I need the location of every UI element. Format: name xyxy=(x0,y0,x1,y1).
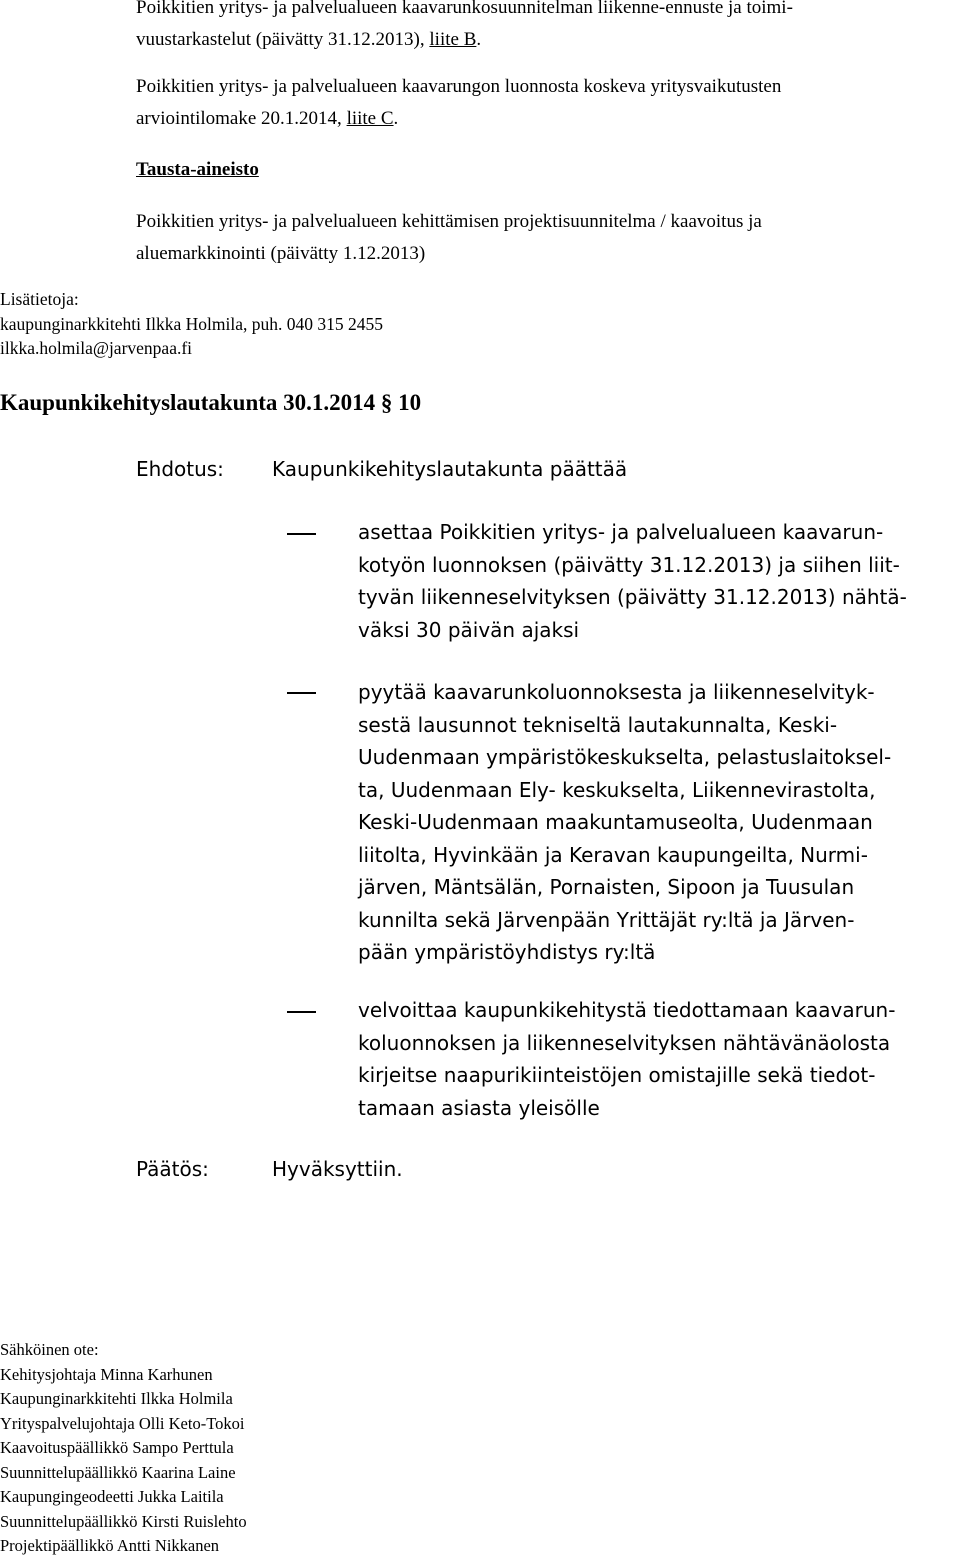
proposal-item-line: pyytää kaavarunkoluonnoksesta ja liikenneselvityk- xyxy=(358,680,875,704)
list-dash xyxy=(287,692,316,694)
proposal-item xyxy=(358,676,891,969)
liite-c-link[interactable]: liite C xyxy=(346,108,394,129)
reference-liite-c-text: arviointilomake 20.1.2014, xyxy=(136,108,347,129)
extract-recipient: Kaupungingeodeetti Jukka Laitila xyxy=(0,1487,224,1506)
proposal-item-line: kirjeitse naapurikiinteistöjen omistajille sekä tiedot- xyxy=(358,1063,876,1087)
proposal-item-line: koluonnoksen ja liikenneselvityksen nähtävänäolosta xyxy=(358,1030,891,1055)
proposal-item-line: kunnilta sekä Järvenpään Yrittäjät ry:ltä ja Järven- xyxy=(358,907,855,932)
extract-recipient: Kaavoituspäällikkö Sampo Perttula xyxy=(0,1438,234,1457)
contact-line: kaupunginarkkitehti Ilkka Holmila, puh. 040 315 2455 xyxy=(0,313,384,334)
contact-info xyxy=(0,287,383,361)
proposal-item-line: väksi 30 päivän ajaksi xyxy=(358,617,580,642)
extract-recipient: Projektipäällikkö Antti Nikkanen xyxy=(0,1536,220,1555)
proposal-item-line: asettaa Poikkitien yritys- ja palvelualueen kaavarun- xyxy=(358,520,884,544)
section-title: Kaupunkikehityslautakunta 30.1.2014 § 10 xyxy=(0,390,422,415)
reference-liite-b-period: . xyxy=(476,29,482,50)
reference-liite-b-line1: Poikkitien yritys- ja palvelualueen kaavarunkosuunnitelman liikenne-ennuste ja toimi- xyxy=(136,0,793,18)
background-material xyxy=(136,206,762,270)
proposal-item-line: ta, Uudenmaan Ely- keskukselta, Liikennevirastolta, xyxy=(358,777,876,802)
liite-b-link[interactable]: liite B xyxy=(429,29,477,50)
extract-recipient: Yrityspalvelujohtaja Olli Keto-Tokoi xyxy=(0,1413,245,1433)
proposal-item-line: sestä lausunnot tekniseltä lautakunnalta, Keski- xyxy=(358,712,838,737)
list-dash xyxy=(287,1011,316,1013)
list-dash xyxy=(287,533,316,535)
proposal-item xyxy=(358,516,907,646)
reference-liite-c xyxy=(136,71,781,135)
decision-text: Hyväksyttiin. xyxy=(272,1157,403,1181)
contact-email: ilkka.holmila@jarvenpaa.fi xyxy=(0,338,193,358)
proposal-item-line: liitolta, Hyvinkään ja Keravan kaupungeilta, Nurmi- xyxy=(358,842,868,867)
extract-recipient: Kehitysjohtaja Minna Karhunen xyxy=(0,1364,213,1384)
proposal-item-line: kotyön luonnoksen (päivätty 31.12.2013) ja siihen liit- xyxy=(358,552,900,577)
reference-liite-c-period: . xyxy=(393,108,399,129)
decision-label: Päätös: xyxy=(136,1157,209,1181)
extract-list xyxy=(0,1338,247,1559)
proposal-intro: Kaupunkikehityslautakunta päättää xyxy=(272,457,628,481)
extract-recipient: Suunnittelupäällikkö Kaarina Laine xyxy=(0,1462,236,1482)
proposal-item-line: pään ympäristöyhdistys ry:ltä xyxy=(358,940,656,964)
reference-liite-c-line1: Poikkitien yritys- ja palvelualueen kaavarungon luonnosta koskeva yritysvaikutusten xyxy=(136,76,782,97)
proposal-item-line: Keski-Uudenmaan maakuntamuseolta, Uudenmaan xyxy=(358,810,873,834)
proposal-item xyxy=(358,994,895,1124)
proposal-item-line: tamaan asiasta yleisölle xyxy=(358,1095,600,1120)
proposal-item-line: järven, Mäntsälän, Pornaisten, Sipoon ja Tuusulan xyxy=(358,875,855,899)
extract-recipient: Kaupunginarkkitehti Ilkka Holmila xyxy=(0,1389,233,1408)
proposal-item-line: Uudenmaan ympäristökeskukselta, pelastuslaitoksel- xyxy=(358,745,892,769)
proposal-item-line: velvoittaa kaupunkikehitystä tiedottamaan kaavarun- xyxy=(358,998,896,1022)
reference-liite-b xyxy=(136,0,793,56)
proposal-item-line: tyvän liikenneselvityksen (päivätty 31.12.2013) nähtä- xyxy=(358,585,907,609)
extract-recipient: Suunnittelupäällikkö Kirsti Ruislehto xyxy=(0,1511,247,1531)
background-line1: Poikkitien yritys- ja palvelualueen kehittämisen projektisuunnitelma / kaavoitus ja xyxy=(136,211,762,232)
extract-label: Sähköinen ote: xyxy=(0,1340,99,1359)
contact-label: Lisätietoja: xyxy=(0,289,79,309)
background-line2: aluemarkkinointi (päivätty 1.12.2013) xyxy=(136,243,426,264)
proposal-label: Ehdotus: xyxy=(136,457,224,481)
background-heading: Tausta-aineisto xyxy=(136,159,259,180)
reference-liite-b-text: vuustarkastelut (päivätty 31.12.2013), xyxy=(136,29,430,50)
